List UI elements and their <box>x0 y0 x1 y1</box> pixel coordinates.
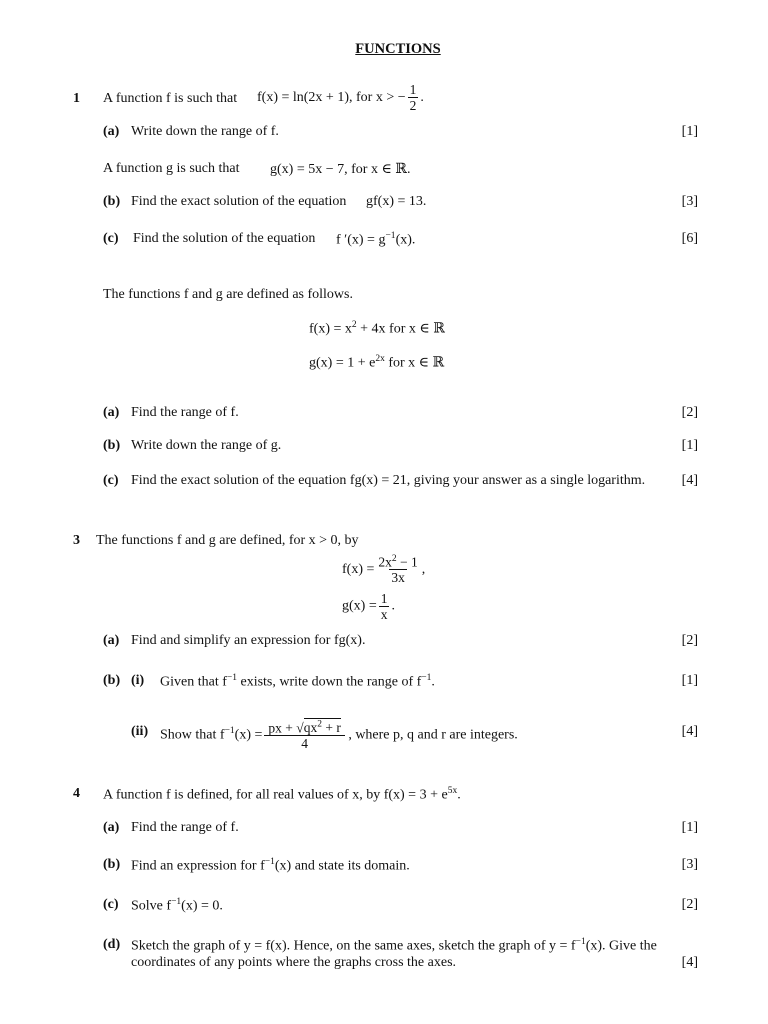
q4c-label: (c) <box>103 897 119 912</box>
q4c-marks: [2] <box>681 897 698 912</box>
q3-f-num-pre: 2x <box>378 554 392 570</box>
q1-f-definition: f(x) = ln(2x + 1), for x > − <box>257 90 406 105</box>
q3-f-numerator <box>376 555 419 569</box>
q3bii-num-pre: px + <box>268 720 297 736</box>
q3-g-numerator: 1 <box>380 591 388 606</box>
question-1-definition: f(x) = ln(2x + 1), for x > − $\frac{1}{2}$ . <box>257 82 424 113</box>
q1b-marks: [3] <box>681 194 698 209</box>
q4d-line1-pre: Sketch the graph of y = f(x). Hence, on the same axes, sketch the graph of y = f <box>131 938 576 954</box>
q2a-marks: [2] <box>681 405 698 420</box>
q3bii-sup: −1 <box>224 726 235 736</box>
q3-f-lhs: f(x) = <box>342 561 375 577</box>
q2-g-sup: 2x <box>375 354 385 364</box>
question-4-intro <box>103 786 461 804</box>
q3bii-text-pre: Show that f <box>160 727 225 743</box>
q3bii-sqrt-sup: 2 <box>317 719 322 730</box>
q1-g-intro: A function g is such that <box>103 161 240 176</box>
q2b-label: (b) <box>103 438 121 453</box>
q3bii-text <box>160 709 518 758</box>
q3-g-after: . <box>391 598 395 614</box>
q4b-text-pre: Find an expression for f <box>131 858 265 874</box>
q1c-eq-sup: −1 <box>385 231 396 241</box>
q1-half-fraction <box>408 83 419 112</box>
q3bi-sup1: −1 <box>226 673 237 683</box>
q3bii-numerator: px + $√qx^2 + r$ <box>268 719 341 736</box>
q4b-text-post: (x) and state its domain. <box>274 858 410 874</box>
q1a-marks: [1] <box>681 124 698 139</box>
q3bi-sup2: −1 <box>421 673 432 683</box>
q3-g-denominator: x <box>380 606 388 622</box>
q2c-marks: [4] <box>681 473 698 488</box>
q4d-line2: coordinates of any points where the graphs cross the axes. <box>131 955 457 970</box>
q2a-label: (a) <box>103 405 120 420</box>
q3-f-fraction <box>376 555 419 585</box>
q3bii-sqrt <box>304 718 341 735</box>
q4b-sup: −1 <box>264 857 275 867</box>
question-3-number: 3 <box>73 533 80 548</box>
q4d-line1-sup: −1 <box>575 937 586 947</box>
q1c-text: Find the solution of the equation <box>133 231 316 246</box>
q1c-label: (c) <box>103 231 119 246</box>
q4a-marks: [1] <box>681 820 698 835</box>
q1b-equation: gf(x) = 13. <box>366 194 427 209</box>
q4c-sup: −1 <box>171 897 182 907</box>
q3bi-text-pre: Given that f <box>160 674 227 690</box>
q4-intro-post: . <box>457 787 461 803</box>
q3bii-text-post: , where p, q and r are integers. <box>348 727 518 743</box>
q2c-label: (c) <box>103 473 119 488</box>
q3bii-sqrt-pre: qx <box>303 720 318 736</box>
q3-f-definition <box>342 555 425 585</box>
q4d-line1-post: (x). Give the <box>585 938 657 954</box>
q1a-text: Write down the range of f. <box>131 124 279 139</box>
q4d-label: (d) <box>103 937 121 952</box>
q4-intro-pre: A function f is defined, for all real values of x, by f(x) = 3 + e <box>103 787 448 803</box>
q2-f-definition <box>309 320 445 338</box>
q3-f-num-post: − 1 <box>396 554 418 570</box>
q3bii-fraction <box>266 721 342 751</box>
q4c-text-pre: Solve f <box>131 898 172 914</box>
q1-frac-den: 2 <box>409 97 417 113</box>
q1-g-definition: g(x) = 5x − 7, for x ∈ ℝ. <box>270 162 411 177</box>
question-2-intro: The functions f and g are defined as follows. <box>103 287 353 302</box>
q4a-label: (a) <box>103 820 120 835</box>
q3-f-after: , <box>421 561 426 577</box>
q2-f-post: + 4x for x ∈ ℝ <box>356 321 445 337</box>
question-1-intro: A function f is such that <box>103 91 238 106</box>
q1b-text: Find the exact solution of the equation <box>131 194 347 209</box>
q2-f-sup: 2 <box>351 320 357 330</box>
q1a-label: (a) <box>103 124 120 139</box>
q3bii-label: (ii) <box>131 724 149 739</box>
q2-f-pre: f(x) = x <box>309 321 352 337</box>
q4a-text: Find the range of f. <box>131 820 239 835</box>
q3bii-denominator: 4 <box>264 735 344 751</box>
q1c-marks: [6] <box>681 231 698 246</box>
q4b-text <box>131 857 410 875</box>
page-title: FUNCTIONS <box>355 41 441 57</box>
q4-intro-sup: 5x <box>447 786 458 796</box>
question-3-intro: The functions f and g are defined, for x > 0, by <box>96 533 359 548</box>
q2-g-post: for x ∈ ℝ <box>384 355 445 371</box>
q4b-marks: [3] <box>681 857 698 872</box>
q3-g-lhs: g(x) = <box>342 598 377 614</box>
q3bi-text-post: . <box>431 674 435 690</box>
q1c-eq-post: (x). <box>395 232 416 248</box>
q1-frac-num: 1 <box>409 82 417 98</box>
q3-f-denominator: 3x <box>391 570 405 585</box>
q3bi-marks: [1] <box>681 673 698 688</box>
q4d-marks: [4] <box>681 955 698 970</box>
question-4-number: 4 <box>73 786 80 801</box>
q2-g-pre: g(x) = 1 + e <box>309 355 376 371</box>
q2-g-definition <box>309 354 444 372</box>
q1b-label: (b) <box>103 194 121 209</box>
q3bi-text <box>160 673 435 691</box>
q4d-line1 <box>131 937 657 955</box>
q3a-text: Find and simplify an expression for fg(x). <box>131 633 366 648</box>
q3bi-label: (i) <box>131 673 145 688</box>
q3-g-fraction <box>379 592 390 621</box>
q2b-text: Write down the range of g. <box>131 438 282 453</box>
q4b-label: (b) <box>103 857 121 872</box>
q4c-text <box>131 897 223 915</box>
q3bii-marks: [4] <box>681 724 698 739</box>
q3-g-definition <box>342 592 395 621</box>
q3bi-text-mid: exists, write down the range of f <box>236 674 422 690</box>
q3-f-num-sup: 2 <box>391 554 397 564</box>
q3bii-text-mid: (x) = <box>234 727 263 743</box>
q1c-eq-pre: f ′(x) = g <box>336 232 386 248</box>
q4c-text-post: (x) = 0. <box>181 898 223 914</box>
q2a-text: Find the range of f. <box>131 405 239 420</box>
q3bii-sqrt-post: + r <box>321 720 341 736</box>
q3b-label: (b) <box>103 673 121 688</box>
question-1-number: 1 <box>73 91 80 106</box>
q2c-text: Find the exact solution of the equation fg(x) = 21, giving your answer as a single logarithm. <box>131 473 646 488</box>
q1c-equation <box>336 231 415 249</box>
q3a-label: (a) <box>103 633 120 648</box>
q2b-marks: [1] <box>681 438 698 453</box>
q3a-marks: [2] <box>681 633 698 648</box>
